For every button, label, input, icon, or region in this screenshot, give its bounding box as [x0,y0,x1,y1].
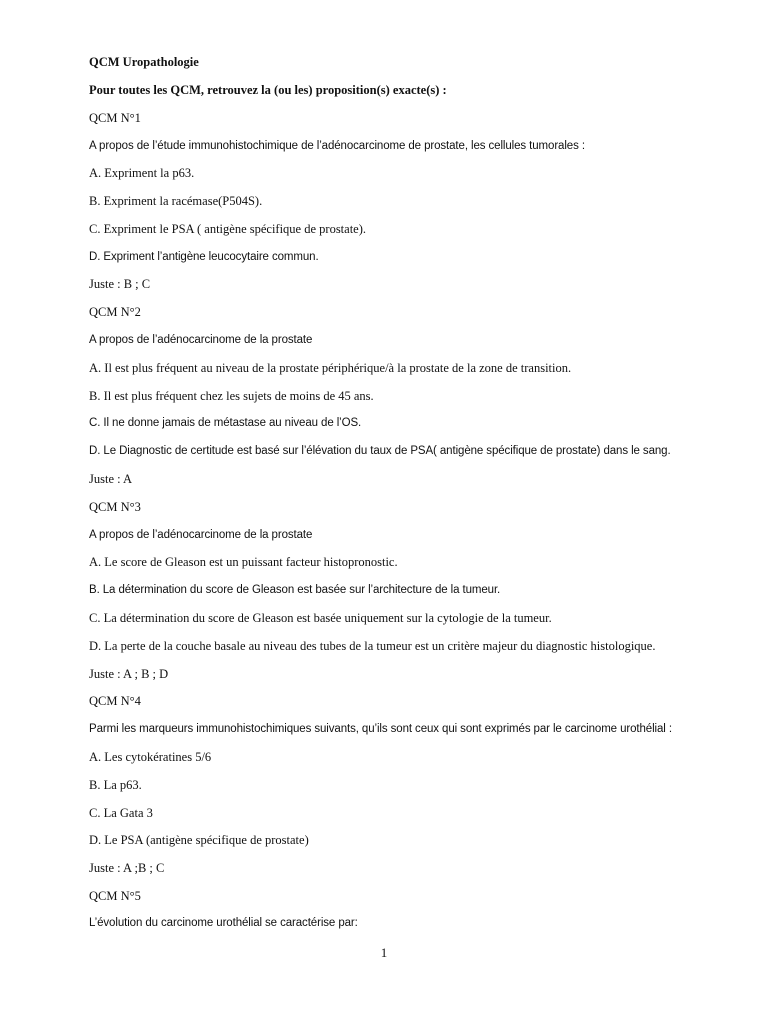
option-d: D. Le PSA (antigène spécifique de prostate) [89,833,309,847]
question-stem: A propos de l’adénocarcinome de la prostate [89,529,313,541]
option-d: D. La perte de la couche basale au niveau des tubes de la tumeur est un critère majeur du diagnostic histologique. [89,639,656,653]
option-b: B. La détermination du score de Gleason est basée sur l’architecture de la tumeur. [89,584,501,596]
question-stem: A propos de l’étude immunohistochimique de l’adénocarcinome de prostate, les cellules tumorales : [89,140,585,152]
question-stem: A propos de l’adénocarcinome de la prostate [89,334,313,346]
option-a: A. Les cytokératines 5/6 [89,750,212,764]
option-c: C. La détermination du score de Gleason est basée uniquement sur la cytologie de la tumeur. [89,611,552,625]
option-a: A. Le score de Gleason est un puissant facteur histopronostic. [89,555,398,569]
question-heading: QCM N°5 [89,889,141,903]
question-heading: QCM N°1 [89,111,141,125]
question-stem: L’évolution du carcinome urothélial se caractérise par: [89,917,358,929]
option-b: B. Il est plus fréquent chez les sujets de moins de 45 ans. [89,389,374,403]
option-b: B. Expriment la racémase(P504S). [89,194,263,208]
answer: Juste : A [89,472,133,486]
answer: Juste : A ;B ; C [89,861,165,875]
option-d: D. Le Diagnostic de certitude est basé sur l’élévation du taux de PSA( antigène spécifique de prostate) dans le sang. [89,445,671,457]
option-c: C. La Gata 3 [89,806,153,820]
question-heading: QCM N°4 [89,694,141,708]
option-a: A. Expriment la p63. [89,166,195,180]
question-heading: QCM N°3 [89,500,141,514]
document-title: QCM Uropathologie [89,55,199,69]
option-c: C. Expriment le PSA ( antigène spécifique de prostate). [89,222,367,236]
page-number: 1 [380,945,388,960]
question-heading: QCM N°2 [89,305,141,319]
answer: Juste : B ; C [89,277,151,291]
option-c: C. Il ne donne jamais de métastase au niveau de l’OS. [89,417,362,429]
option-d: D. Expriment l’antigène leucocytaire commun. [89,251,319,263]
question-stem: Parmi les marqueurs immunohistochimiques suivants, qu’ils sont ceux qui sont exprimés par le carcinome urothélial : [89,723,672,735]
answer: Juste : A ; B ; D [89,667,169,681]
option-b: B. La p63. [89,778,142,792]
option-a: A. Il est plus fréquent au niveau de la prostate périphérique/à la prostate de la zone de transition. [89,361,572,375]
instructions: Pour toutes les QCM, retrouvez la (ou les) proposition(s) exacte(s) : [89,83,447,97]
